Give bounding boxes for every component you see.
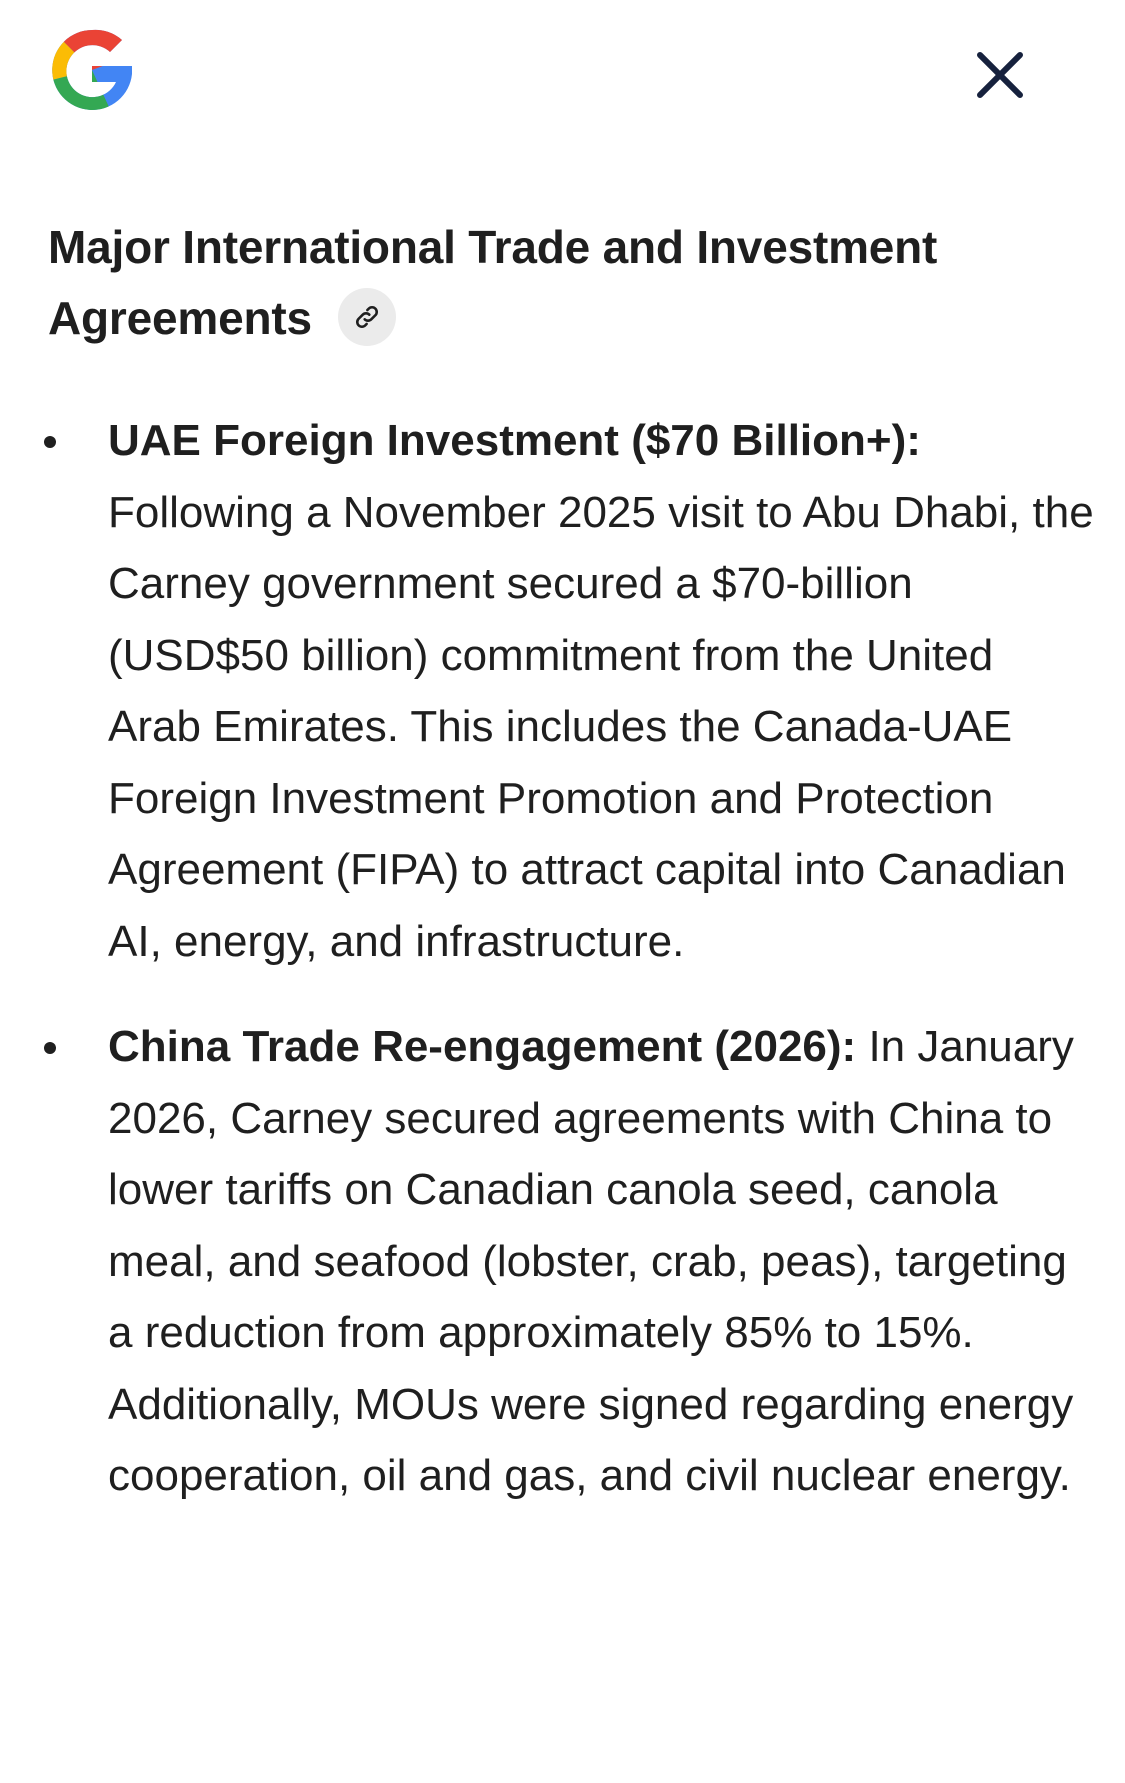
list-item-body: Following a November 2025 visit to Abu Dhabi, the Carney government secured a $70-billion (USD$50 billion) commitment from the United Arab Emirates. This includes the Canada-UAE Foreign Investment Promotion and Protection Agreement (FIPA) to attract capital into Canadian AI, energy, and infrastructure.: [108, 487, 1094, 966]
link-icon: [353, 303, 381, 331]
list-item-title: UAE Foreign Investment ($70 Billion+):: [108, 416, 921, 465]
bullet-dot: [44, 436, 56, 448]
section-heading: Major International Trade and Investment Agreements: [48, 221, 938, 344]
list-item-body: In January 2026, Carney secured agreements with China to lower tariffs on Canadian canola seed, canola meal, and seafood (lobster, crab, peas), targeting a reduction from approximately 85% to 15%. Additionally, MOUs were signed regarding energy cooperation, oil and gas, and civil nuclear energy.: [108, 1022, 1074, 1500]
close-button[interactable]: [965, 40, 1035, 110]
copy-link-button[interactable]: [338, 288, 396, 346]
section-heading-block: [48, 212, 1078, 354]
top-bar: [0, 0, 1125, 170]
google-logo-icon: [44, 22, 140, 118]
bullet-dot: [44, 1042, 56, 1054]
agreements-list: [0, 405, 1125, 1546]
list-item: [0, 1011, 1125, 1512]
list-item: [0, 405, 1125, 977]
close-icon: [974, 49, 1026, 101]
list-item-title: China Trade Re-engagement (2026):: [108, 1022, 857, 1071]
